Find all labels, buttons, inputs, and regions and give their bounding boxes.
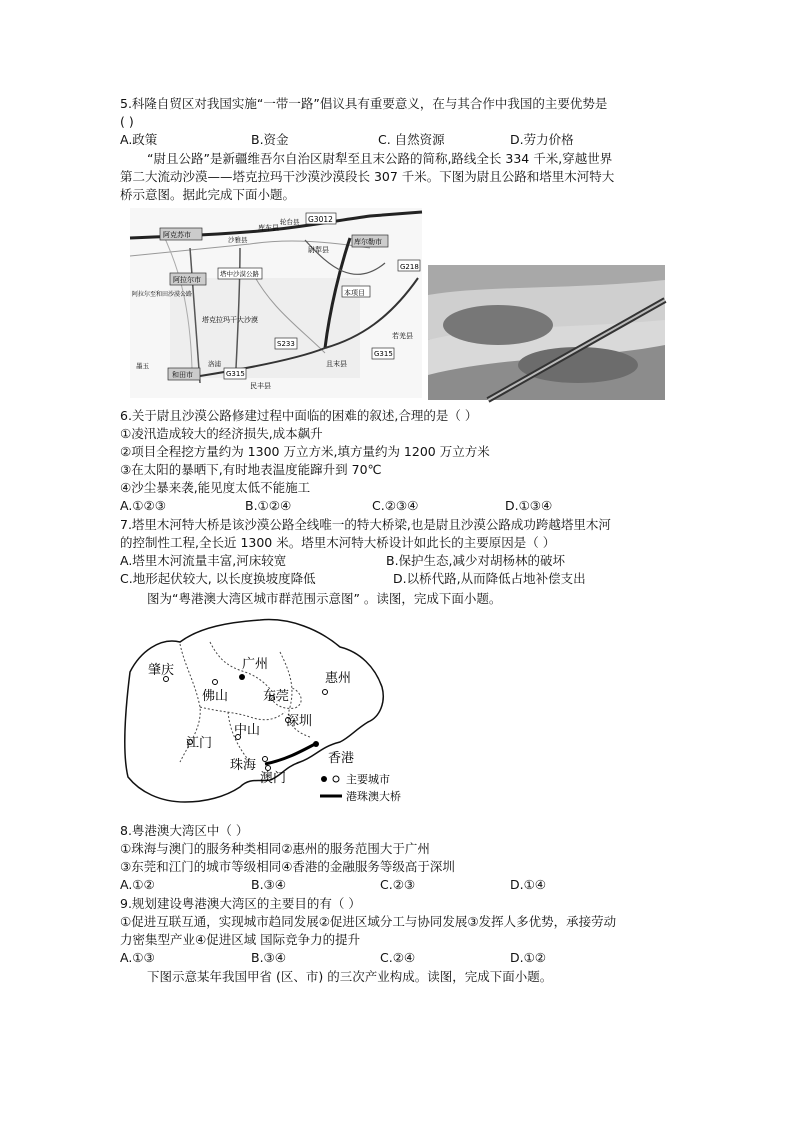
passage1-line3: 桥示意图。据此完成下面小题。 [120, 187, 296, 202]
q9-stem: 9.规划建设粤港澳大湾区的主要目的有（ ） [120, 896, 361, 911]
legend-city-dot-icon [321, 776, 327, 782]
q9-statements-line2: 力密集型产业④促进区域 国际竞争力的提升 [120, 932, 361, 947]
q9-option-b: B.③④ [251, 950, 286, 965]
map1-label-g315-west: G315 [226, 370, 245, 378]
passage3: 下图示意某年我国甲省 (区、市) 的三次产业构成。读图，完成下面小题。 [147, 969, 553, 984]
map1-label-minfeng: 民丰县 [250, 382, 271, 390]
q5-stem-bracket: ( ) [120, 114, 134, 129]
map1-label-aksu: 阿克苏市 [163, 231, 191, 239]
greater-bay-area-map [120, 612, 401, 807]
q8-statements-3-4: ③东莞和江门的城市等级相同④香港的金融服务等级高于深圳 [120, 859, 455, 874]
city-macao: 澳门 [260, 771, 287, 786]
q6-statement-4: ④沙尘暴来袭,能见度太低不能施工 [120, 480, 311, 495]
q7-stem-line1: 7.塔里木河特大桥是该沙漠公路全线唯一的特大桥梁,也是尉且沙漠公路成功跨越塔里木河 [120, 517, 611, 532]
city-shenzhen: 深圳 [286, 714, 313, 729]
map1-label-g3012: G3012 [308, 215, 333, 224]
city-zhongshan: 中山 [234, 723, 261, 738]
city-guangzhou: 广州 [242, 657, 269, 672]
q9-statements-line1: ①促进互联互通，实现城市趋同发展②促进区域分工与协同发展③发挥人多优势，承接劳动 [120, 914, 617, 929]
map1-label-desert: 塔克拉玛干大沙漠 [202, 316, 258, 324]
map1-label-kuche: 库车县 [258, 224, 279, 232]
passage1-line1: “尉且公路”是新疆维吾尔自治区尉犁至且末公路的简称,路线全长 334 千米,穿越世界 [147, 151, 613, 166]
q5-option-a: A.政策 [120, 132, 158, 147]
q5-option-b: B.资金 [251, 132, 289, 147]
legend-bridge-label: 港珠澳大桥 [346, 790, 401, 803]
q6-option-c: C.②③④ [372, 498, 419, 513]
q5-stem: 5.科隆自贸区对我国实施“一带一路”倡议具有重要意义，在与其合作中我国的主要优势是 [120, 96, 608, 111]
legend-city-circle-icon [333, 776, 339, 782]
map1-label-korla: 库尔勒市 [354, 238, 382, 246]
city-dongguan: 东莞 [263, 689, 290, 704]
map1-label-g218: G218 [400, 263, 419, 271]
map1-label-luopu: 洛浦 [208, 360, 221, 368]
q7-option-b: B.保护生态,减少对胡杨林的破坏 [386, 553, 566, 568]
q6-option-d: D.①③④ [505, 498, 553, 513]
map1-label-moyu: 墨玉 [136, 362, 149, 370]
q7-stem-line2: 的控制性工程,全长近 1300 米。塔里木河特大桥设计如此长的主要原因是（ ） [120, 535, 556, 550]
map1-label-alar: 阿拉尔市 [173, 276, 201, 284]
q9-option-d: D.①② [510, 950, 547, 965]
yuqie-highway-map [130, 208, 422, 398]
q7-option-a: A.塔里木河流量丰富,河床较宽 [120, 553, 287, 568]
map1-label-g315-east: G315 [374, 350, 393, 358]
q8-option-a: A.①② [120, 877, 155, 892]
q9-option-a: A.①③ [120, 950, 155, 965]
q7-option-d: D.以桥代路,从而降低占地补偿支出 [393, 571, 586, 586]
q8-stem: 8.粤港澳大湾区中（ ） [120, 823, 249, 838]
q7-option-c: C.地形起伏较大, 以长度换坡度降低 [120, 571, 316, 586]
q6-stem: 6.关于尉且沙漠公路修建过程中面临的困难的叙述,合理的是（ ） [120, 408, 478, 423]
map1-label-qiemo: 且末县 [326, 360, 347, 368]
map1-label-shaya: 沙雅县 [228, 236, 248, 244]
legend-city-label: 主要城市 [346, 773, 390, 786]
map1-label-s233: S233 [277, 340, 295, 348]
passage2: 图为“粤港澳大湾区城市群范围示意图” 。读图，完成下面小题。 [147, 591, 502, 606]
q6-statement-1: ①凌汛造成较大的经济损失,成本飙升 [120, 426, 323, 441]
q6-option-a: A.①②③ [120, 498, 166, 513]
city-hongkong: 香港 [328, 751, 355, 766]
q8-option-d: D.①④ [510, 877, 547, 892]
map1-label-ruoqiang: 若羌县 [392, 332, 413, 340]
city-zhuhai: 珠海 [230, 758, 257, 773]
q5-option-c: C. 自然资源 [378, 132, 445, 147]
q8-option-c: C.②③ [380, 877, 416, 892]
q8-option-b: B.③④ [251, 877, 286, 892]
map1-label-alar-hetian: 阿拉尔至和田沙漠公路 [132, 291, 193, 298]
city-jiangmen: 江门 [186, 736, 213, 751]
map1-label-hetian: 和田市 [172, 371, 193, 379]
q6-statement-2: ②项目全程挖方量约为 1300 万立方米,填方量约为 1200 万立方米 [120, 444, 490, 459]
city-zhaoqing: 肇庆 [148, 663, 175, 678]
map1-label-luntai: 轮台县 [280, 218, 300, 226]
tarim-bridge-photo [428, 265, 665, 400]
city-huizhou: 惠州 [325, 671, 352, 686]
passage1-line2: 第二大流动沙漠——塔克拉玛干沙漠沙漠段长 307 千米。下图为尉且公路和塔里木河特大 [120, 169, 615, 184]
q6-statement-3: ③在太阳的暴晒下,有时地表温度能蹿升到 70℃ [120, 462, 382, 477]
map1-label-yuli: 尉犁县 [308, 246, 329, 254]
q6-option-b: B.①②④ [245, 498, 292, 513]
q9-option-c: C.②④ [380, 950, 416, 965]
map1-label-project: 本项目 [344, 289, 365, 297]
q5-option-d: D.劳力价格 [510, 132, 574, 147]
map1-label-tazhong: 塔中沙漠公路 [220, 270, 259, 278]
city-foshan: 佛山 [202, 689, 229, 704]
q8-statements-1-2: ①珠海与澳门的服务种类相同②惠州的服务范围大于广州 [120, 841, 430, 856]
